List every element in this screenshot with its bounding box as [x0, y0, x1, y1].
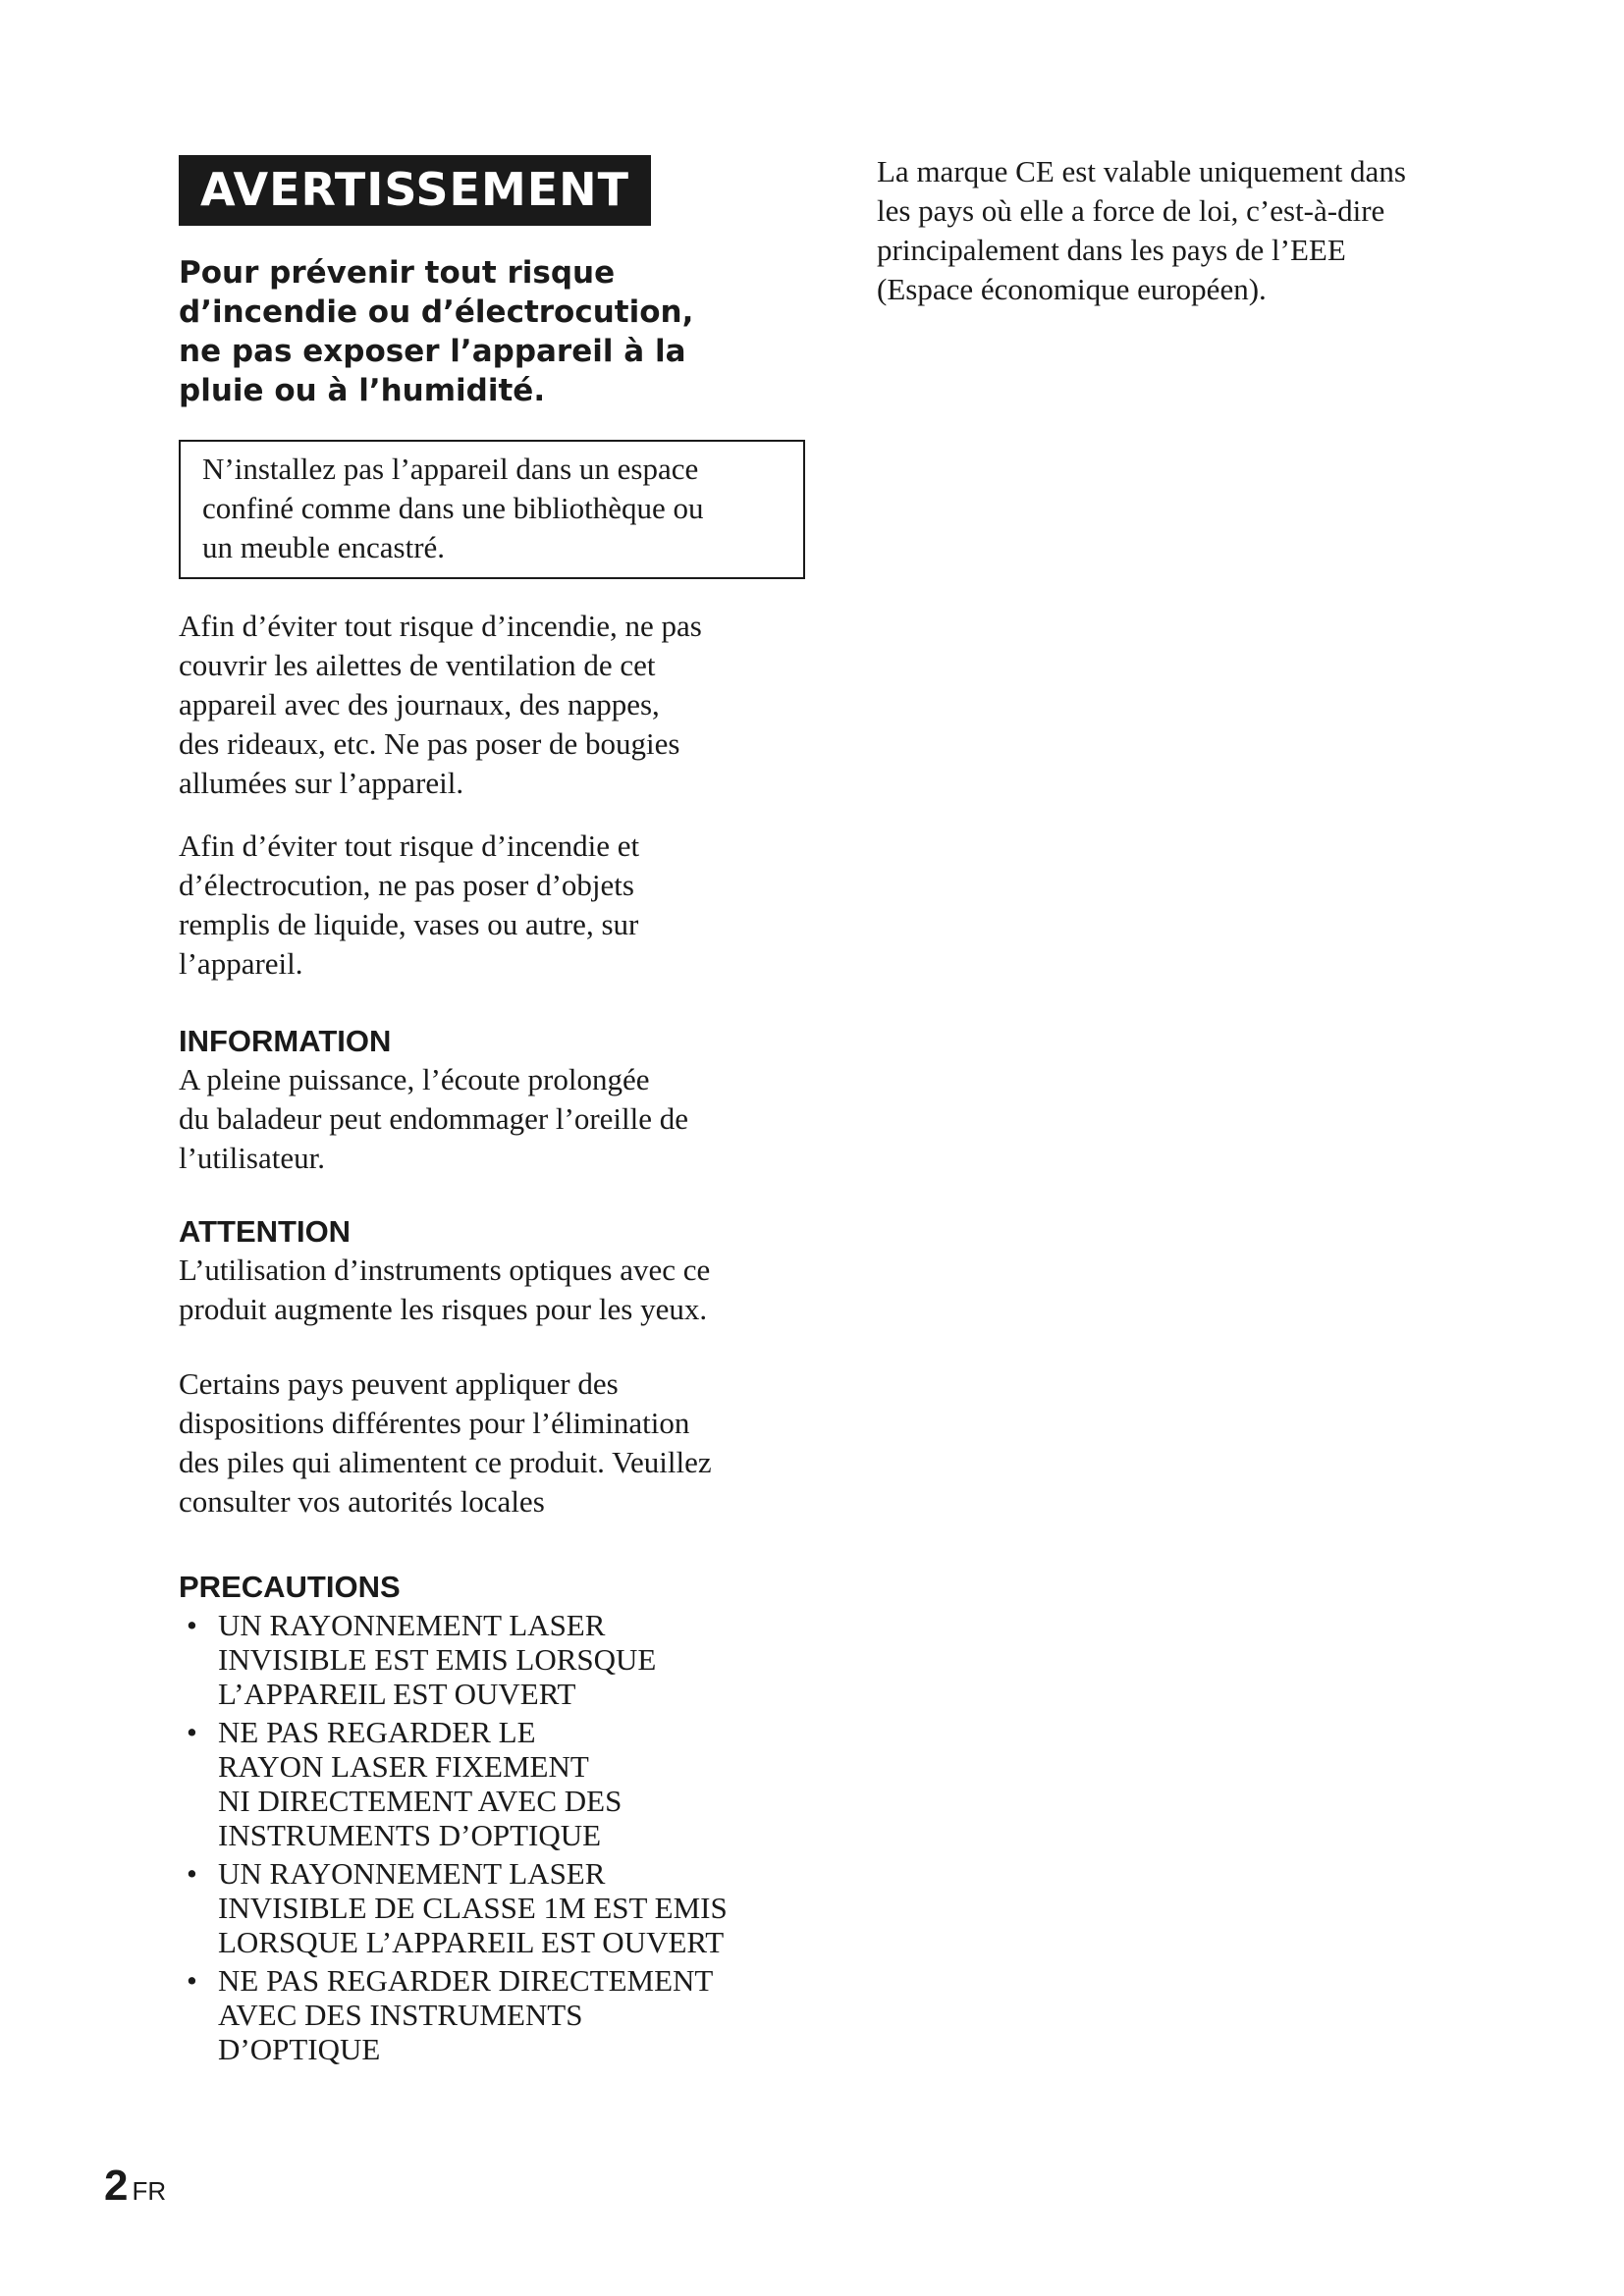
paragraph-line: d’électrocution, ne pas poser d’objets	[179, 868, 634, 902]
list-item-line: AVEC DES INSTRUMENTS	[218, 1998, 583, 2032]
information-heading: INFORMATION	[179, 1024, 392, 1058]
bullet-icon: •	[187, 1856, 197, 1891]
boxed-notice	[179, 440, 805, 579]
bullet-icon: •	[187, 1715, 197, 1749]
paragraph-line: consulter vos autorités locales	[179, 1484, 545, 1519]
paragraph-line: allumées sur l’appareil.	[179, 766, 464, 800]
boxed-notice-line: N’installez pas l’appareil dans un espace	[202, 452, 699, 486]
paragraph-line: du baladeur peut endommager l’oreille de	[179, 1101, 689, 1136]
bold-warning	[179, 253, 787, 410]
list-item	[179, 1715, 807, 1852]
page-footer	[104, 2164, 166, 2208]
paragraph-line: dispositions différentes pour l’élimination	[179, 1406, 690, 1440]
page-number: 2	[104, 2162, 129, 2210]
paragraph-line: remplis de liquide, vases ou autre, sur	[179, 907, 639, 941]
boxed-notice-line: un meuble encastré.	[202, 530, 446, 564]
bold-warning-line: ne pas exposer l’appareil à la	[179, 334, 686, 369]
paragraph-line: (Espace économique européen).	[877, 272, 1267, 306]
paragraph-line: La marque CE est valable uniquement dans	[877, 154, 1406, 188]
paragraph-line: des rideaux, etc. Ne pas poser de bougies	[179, 726, 680, 761]
list-item-line: INVISIBLE EST EMIS LORSQUE	[218, 1642, 657, 1677]
list-item-line: NE PAS REGARDER LE	[218, 1715, 536, 1749]
paragraph-line: A pleine puissance, l’écoute prolongée	[179, 1062, 650, 1096]
fire-paragraph	[179, 607, 787, 803]
paragraph-line: produit augmente les risques pour les yeux.	[179, 1292, 708, 1326]
list-item	[179, 1856, 807, 1959]
list-item-line: UN RAYONNEMENT LASER	[218, 1856, 606, 1891]
precautions-list	[179, 1608, 807, 2066]
paragraph-line: l’appareil.	[179, 946, 303, 981]
paragraph-line: Afin d’éviter tout risque d’incendie et	[179, 828, 640, 863]
attention-paragraph	[179, 1251, 787, 1329]
list-item	[179, 1608, 807, 1711]
list-item-line: INVISIBLE DE CLASSE 1M EST EMIS	[218, 1891, 728, 1925]
batteries-paragraph	[179, 1364, 787, 1522]
list-item-line: L’APPAREIL EST OUVERT	[218, 1677, 576, 1711]
list-item-line: NI DIRECTEMENT AVEC DES	[218, 1784, 623, 1818]
bold-warning-line: d’incendie ou d’électrocution,	[179, 294, 694, 330]
paragraph-line: Afin d’éviter tout risque d’incendie, ne pas	[179, 609, 702, 643]
bullet-icon: •	[187, 1608, 197, 1642]
list-item-line: NE PAS REGARDER DIRECTEMENT	[218, 1963, 714, 1998]
right-column	[877, 152, 1486, 309]
list-item-line: UN RAYONNEMENT LASER	[218, 1608, 606, 1642]
paragraph-line: l’utilisateur.	[179, 1141, 325, 1175]
bold-warning-line: Pour prévenir tout risque	[179, 255, 616, 291]
list-item	[179, 1963, 807, 2066]
boxed-notice-line: confiné comme dans une bibliothèque ou	[202, 491, 704, 525]
paragraph-line: couvrir les ailettes de ventilation de cet	[179, 648, 656, 682]
paragraph-line: des piles qui alimentent ce produit. Veuillez	[179, 1445, 712, 1479]
list-item-line: D’OPTIQUE	[218, 2032, 381, 2066]
list-item-line: INSTRUMENTS D’OPTIQUE	[218, 1818, 602, 1852]
left-column	[179, 155, 807, 2070]
paragraph-line: les pays où elle a force de loi, c’est-à-dire	[877, 193, 1385, 228]
language-code: FR	[132, 2176, 167, 2206]
paragraph-line: appareil avec des journaux, des nappes,	[179, 687, 660, 721]
paragraph-line: principalement dans les pays de l’EEE	[877, 233, 1346, 267]
list-item-line: LORSQUE L’APPAREIL EST OUVERT	[218, 1925, 725, 1959]
bullet-icon: •	[187, 1963, 197, 1998]
ce-mark-paragraph	[877, 152, 1486, 309]
liquid-paragraph	[179, 827, 787, 984]
warning-banner: AVERTISSEMENT	[179, 155, 651, 226]
attention-heading: ATTENTION	[179, 1214, 352, 1249]
paragraph-line: L’utilisation d’instruments optiques avec ce	[179, 1253, 711, 1287]
precautions-heading: PRECAUTIONS	[179, 1570, 401, 1604]
bold-warning-line: pluie ou à l’humidité.	[179, 373, 546, 408]
information-paragraph	[179, 1060, 787, 1178]
paragraph-line: Certains pays peuvent appliquer des	[179, 1366, 619, 1401]
list-item-line: RAYON LASER FIXEMENT	[218, 1749, 589, 1784]
